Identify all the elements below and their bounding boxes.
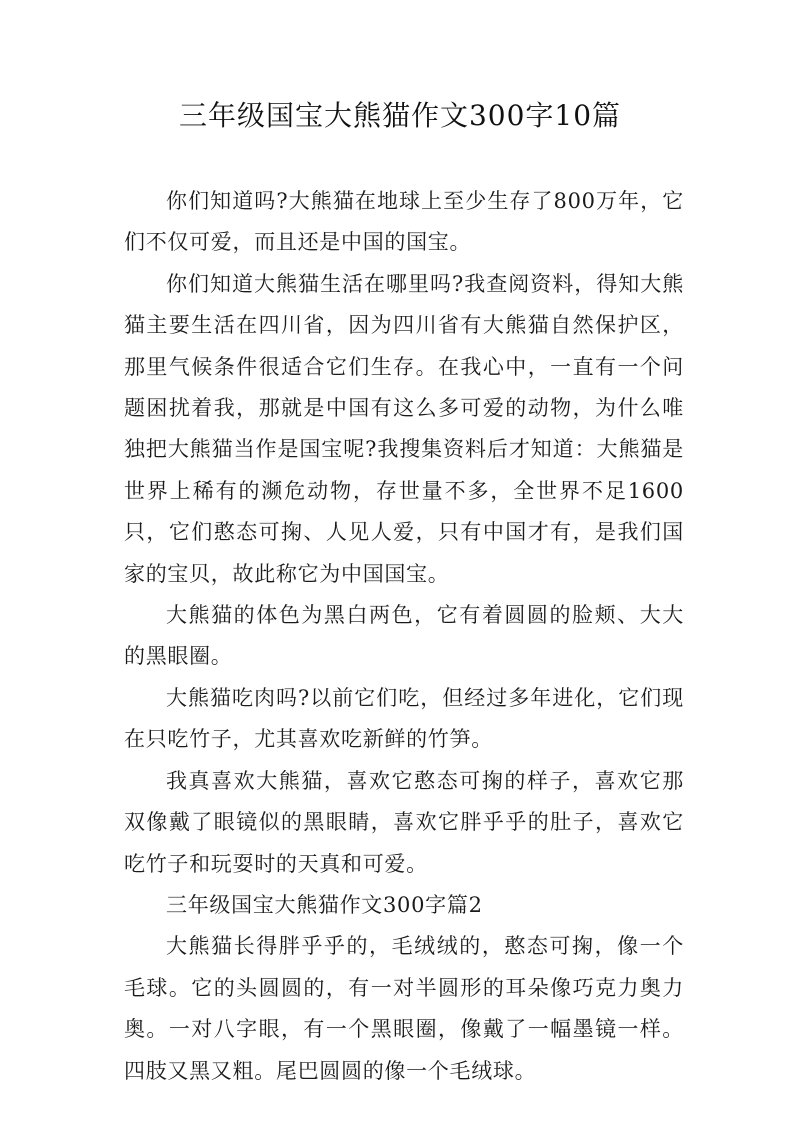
paragraph: 大熊猫的体色为黑白两色，它有着圆圆的脸颊、大大的黑眼圈。 (124, 603, 684, 669)
document-body (124, 181, 684, 1092)
paragraph: 你们知道大熊猫生活在哪里吗?我查阅资料，得知大熊猫主要生活在四川省，因为四川省有大熊猫自然保护区，那里气候条件很适合它们生存。在我心中，一直有一个问题困扰着我，那就是中国有这么多可爱的动物，为什么唯独把大熊猫当作是国宝呢?我搜集资料后才知道：大熊猫是世界上稀有的濒危动物，存世量不多，全世界不足1600只，它们憨态可掬、人见人爱，只有中国才有，是我们国家的宝贝，故此称它为中国国宝。 (124, 271, 684, 586)
section-heading: 三年级国宝大熊猫作文300字篇2 (166, 892, 483, 917)
paragraph: 大熊猫吃肉吗?以前它们吃，但经过多年进化，它们现在只吃竹子，尤其喜欢吃新鲜的竹笋。 (124, 685, 684, 752)
paragraph: 大熊猫长得胖乎乎的，毛绒绒的，憨态可掬，像一个毛球。它的头圆圆的，有一对半圆形的耳朵像巧克力奥力奥。一对八字眼，有一个黑眼圈，像戴了一幅墨镜一样。四肢又黑又粗。尾巴圆圆的像一个毛绒球。 (124, 934, 684, 1083)
paragraph: 我真喜欢大熊猫，喜欢它憨态可掬的样子，喜欢它那双像戴了眼镜似的黑眼睛，喜欢它胖乎乎的肚子，喜欢它吃竹子和玩耍时的天真和可爱。 (124, 768, 684, 876)
paragraph: 你们知道吗?大熊猫在地球上至少生存了800万年，它们不仅可爱，而且还是中国的国宝。 (124, 189, 684, 255)
document-title: 三年级国宝大熊猫作文300字10篇 (178, 99, 622, 132)
